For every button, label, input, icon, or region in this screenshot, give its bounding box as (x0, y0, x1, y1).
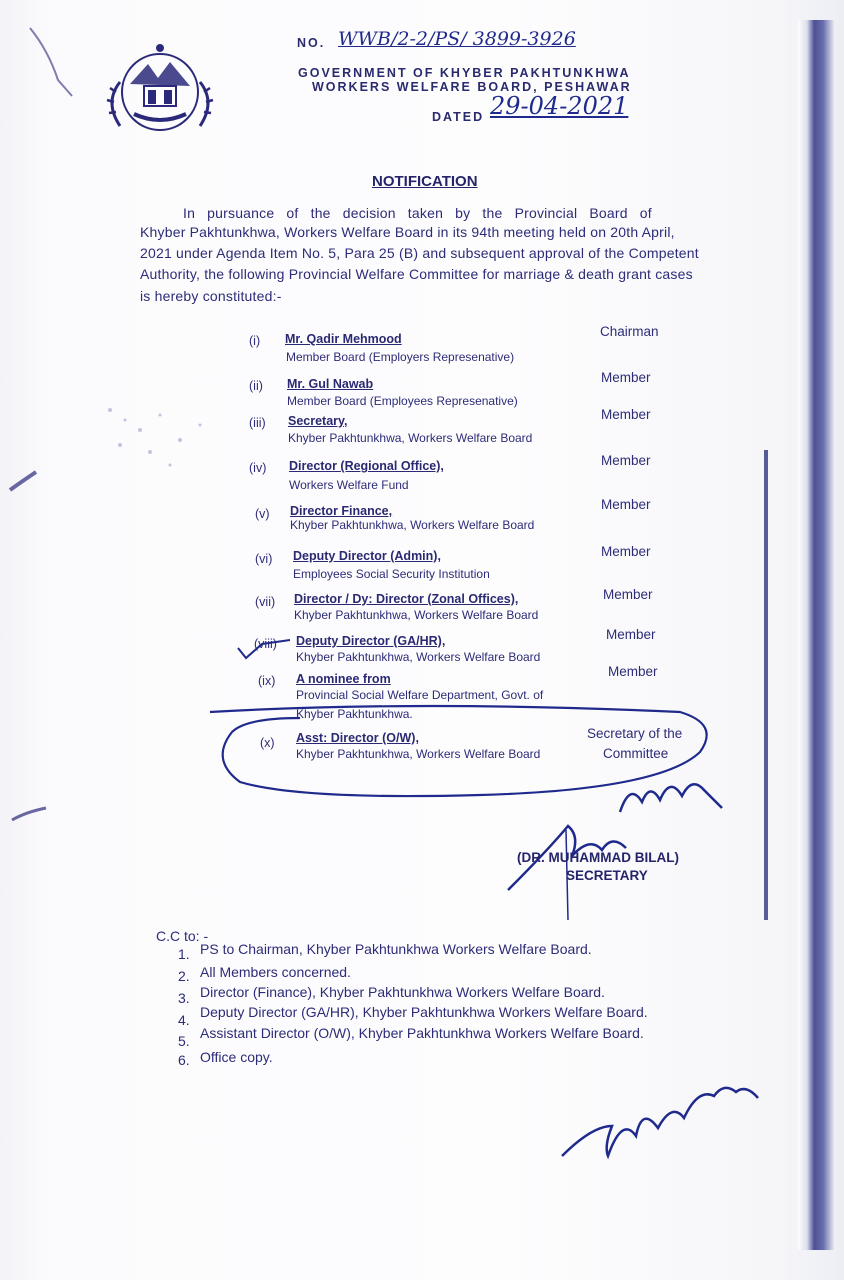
member-role: Member (606, 627, 656, 642)
member-role: Member (601, 497, 651, 512)
member-name: Deputy Director (Admin), (293, 549, 441, 563)
ref-number: WWB/2-2/PS/ 3899-3926 (338, 28, 576, 50)
cc-item: Director (Finance), Khyber Pakhtunkhwa Workers Welfare Board. (200, 984, 605, 1000)
paragraph-line-5: is hereby constituted:- (140, 288, 282, 304)
member-designation: Khyber Pakhtunkhwa, Workers Welfare Board (290, 518, 535, 532)
member-name: Deputy Director (GA/HR), (296, 634, 446, 648)
member-role: Member (601, 453, 651, 468)
member-number: (viii) (254, 637, 277, 651)
member-role: Member (601, 370, 651, 385)
member-designation: Provincial Social Welfare Department, Govt. of (296, 688, 544, 702)
member-name: Director (Regional Office), (289, 459, 444, 473)
ref-prefix: NO. (297, 36, 326, 50)
member-name: Director / Dy: Director (Zonal Offices), (294, 592, 519, 606)
cc-number: 5. (178, 1033, 190, 1049)
member-role-line-2: Committee (603, 746, 669, 761)
member-number: (iii) (249, 416, 266, 430)
member-designation: Member Board (Employers Represenative) (286, 350, 515, 364)
member-role: Member (603, 587, 653, 602)
member-role: Member (601, 407, 651, 422)
signature-stroke-1 (620, 784, 722, 812)
member-number: (ix) (258, 674, 276, 688)
header-board: WORKERS WELFARE BOARD, PESHAWAR (312, 80, 632, 94)
member-role: Member (601, 544, 651, 559)
member-role: Secretary of the (587, 726, 683, 741)
dated-value: 29-04-2021 (490, 92, 629, 120)
member-number: (ii) (249, 379, 263, 393)
member-number: (vii) (255, 595, 276, 609)
cc-number: 3. (178, 990, 190, 1006)
member-name: Asst: Director (O/W), (296, 731, 419, 745)
signature-stroke-2 (562, 1088, 758, 1156)
cc-item: PS to Chairman, Khyber Pakhtunkhwa Workers Welfare Board. (200, 941, 592, 957)
cc-item: Deputy Director (GA/HR), Khyber Pakhtunkhwa Workers Welfare Board. (200, 1004, 648, 1020)
cc-label: C.C to: - (156, 928, 209, 944)
paragraph-line-3: 2021 under Agenda Item No. 5, Para 25 (B) and subsequent approval of the Competent (140, 245, 699, 261)
paragraph-line-2: Khyber Pakhtunkhwa, Workers Welfare Board in its 94th meeting held on 20th April, (140, 224, 675, 240)
member-designation: Khyber Pakhtunkhwa, Workers Welfare Board (296, 650, 541, 664)
member-number: (vi) (255, 552, 273, 566)
member-designation: Khyber Pakhtunkhwa, Workers Welfare Board (294, 608, 539, 622)
member-role: Member (608, 664, 658, 679)
member-name: Mr. Gul Nawab (287, 377, 374, 391)
member-name: Mr. Qadir Mehmood (285, 332, 402, 346)
member-designation-line-2: Khyber Pakhtunkhwa. (296, 707, 413, 721)
member-designation: Member Board (Employees Represenative) (287, 394, 518, 408)
signatory-name: (DR. MUHAMMAD BILAL) (517, 850, 679, 865)
cc-number: 4. (178, 1012, 190, 1028)
member-number: (iv) (249, 461, 267, 475)
notification-title: NOTIFICATION (372, 173, 478, 190)
member-name: Secretary, (288, 414, 348, 428)
member-designation: Employees Social Security Institution (293, 567, 490, 581)
cc-item: Office copy. (200, 1049, 273, 1065)
cc-number: 2. (178, 968, 190, 984)
cc-item: Assistant Director (O/W), Khyber Pakhtunkhwa Workers Welfare Board. (200, 1025, 644, 1041)
member-number: (v) (255, 507, 270, 521)
member-designation: Khyber Pakhtunkhwa, Workers Welfare Board (288, 431, 533, 445)
paragraph-line-1: In pursuance of the decision taken by the Provincial Board of (183, 205, 652, 221)
cc-number: 1. (178, 946, 190, 962)
member-name: A nominee from (296, 672, 391, 686)
signatory-title: SECRETARY (566, 868, 648, 883)
dated-label: DATED (432, 110, 485, 124)
member-name: Director Finance, (290, 504, 393, 518)
member-designation: Workers Welfare Fund (289, 478, 409, 492)
member-role: Chairman (600, 324, 659, 339)
member-designation: Khyber Pakhtunkhwa, Workers Welfare Board (296, 747, 541, 761)
cc-item: All Members concerned. (200, 964, 351, 980)
member-number: (x) (260, 736, 275, 750)
header-government: GOVERNMENT OF KHYBER PAKHTUNKHWA (298, 66, 631, 80)
member-number: (i) (249, 334, 261, 348)
paragraph-line-4: Authority, the following Provincial Welfare Committee for marriage & death grant cases (140, 266, 693, 282)
cc-number: 6. (178, 1052, 190, 1068)
